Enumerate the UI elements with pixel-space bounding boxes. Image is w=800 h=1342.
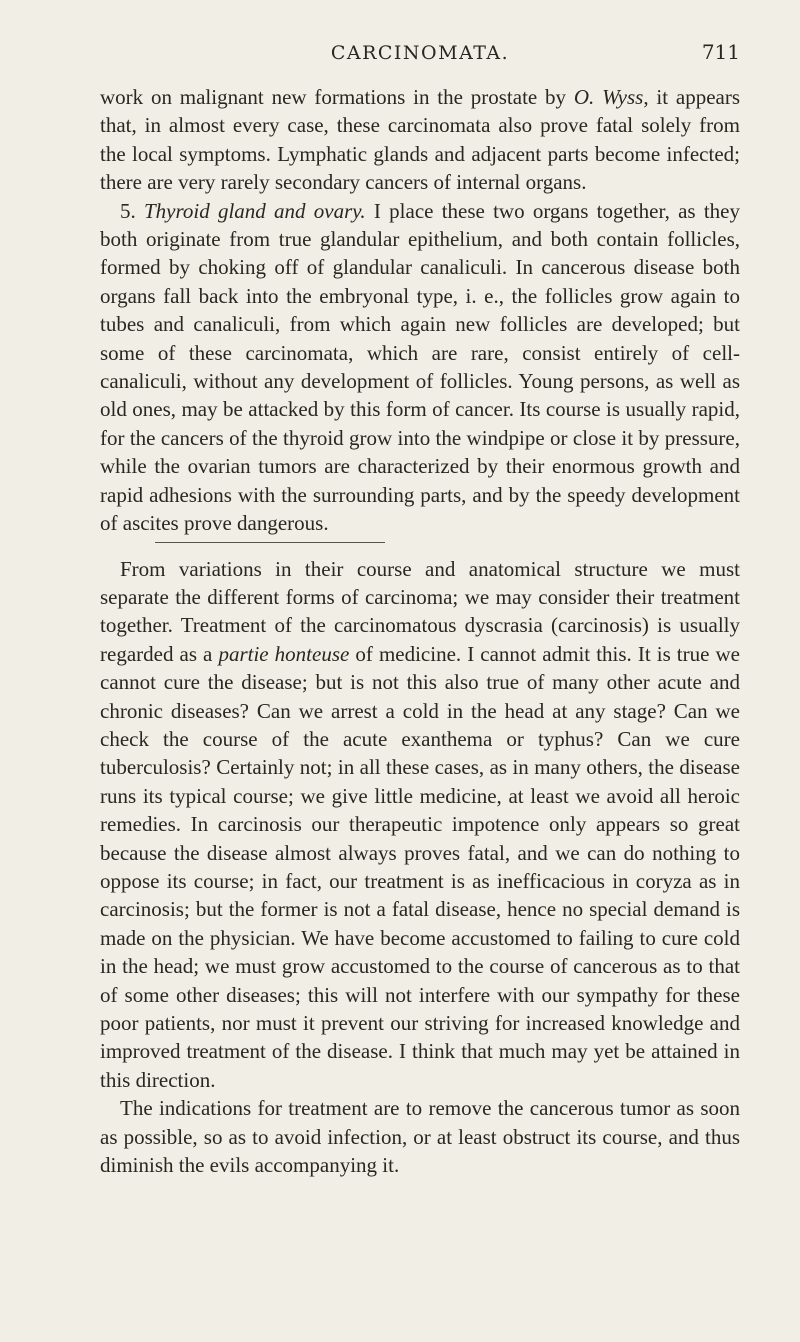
author-name: O. Wyss <box>573 85 644 109</box>
page-number: 711 <box>701 40 740 64</box>
paragraph-2 <box>100 197 740 538</box>
body-text <box>100 83 740 1179</box>
section-divider <box>155 542 385 543</box>
paragraph-2-text: I place these two organs together, as they both originate from true glandular epithelium, and both contain follicles, formed by choking off of glandular canaliculi. In cancerous disease both organs fall back into the embryonal type, i. e., the follicles grow again to tubes and canaliculi, from which again new follicles are developed; but some of these carcinomata, which are rare, consist entirely of cell-canaliculi, without any development of follicles. Young persons, as well as old ones, may be attacked by this form of cancer. Its course is usually rapid, for the cancers of the thyroid grow into the windpipe or close it by pressure, while the ovarian tumors are characterized by their enormous growth and rapid adhesions with the surrounding parts, and by the speedy development of ascites prove dangerous. <box>100 198 741 536</box>
section-heading: Thyroid gland and ovary. <box>144 198 366 223</box>
paragraph-1 <box>100 83 740 197</box>
paragraph-3 <box>100 555 740 1095</box>
paragraph-3-start: From variations in their course and anatomical structure we must separate the different forms of carcinoma; we may consider their treatment together. Treatment of the carcinomatous dyscrasia (carcinosis) is usually regarded as a <box>100 556 740 666</box>
paragraph-3-end: of medicine. I cannot admit this. It is true we cannot cure the disease; but is not this also true of many other acute and chronic diseases? Can we arrest a cold in the head at any stage? Can we check the course of the acute exanthema or typhus? Can we cure tuberculosis? Certainly not; in all these cases, as in many others, the disease runs its typical course; we give little medicine, at least we avoid all heroic remedies. In carcinosis our therapeutic impotence only appears so great because the disease almost always proves fatal, and we can do nothing to oppose its course; in fact, our treatment is as inefficacious in coryza as in carcinosis; but the former is not a fatal disease, hence no special demand is made on the physician. We have become accustomed to failing to cure cold in the head; we must grow accustomed to the course of cancerous as to that of some other diseases; this will not interfere with our sympathy for these poor patients, nor must it prevent our striving for increased knowledge and improved treatment of the disease. I think that much may yet be attained in this direction. <box>100 641 740 1092</box>
paragraph-1-end: , it appears that, in almost every case, these carcinomata also prove fatal solely from the local symptoms. Lymphatic glands and adjacent parts become infected; there are very rarely secondary cancers of internal organs. <box>100 85 741 195</box>
section-number: 5. <box>120 198 144 223</box>
paragraph-1-start: work on malignant new formations in the prostate by <box>100 85 574 109</box>
paragraph-4: The indications for treatment are to remove the cancerous tumor as soon as possible, so as to avoid infection, or at least obstruct its course, and thus diminish the evils accompanying it. <box>100 1096 740 1178</box>
page-header <box>100 36 740 66</box>
running-head: CARCINOMATA. <box>330 42 510 64</box>
italic-phrase: partie honteuse <box>218 641 350 666</box>
